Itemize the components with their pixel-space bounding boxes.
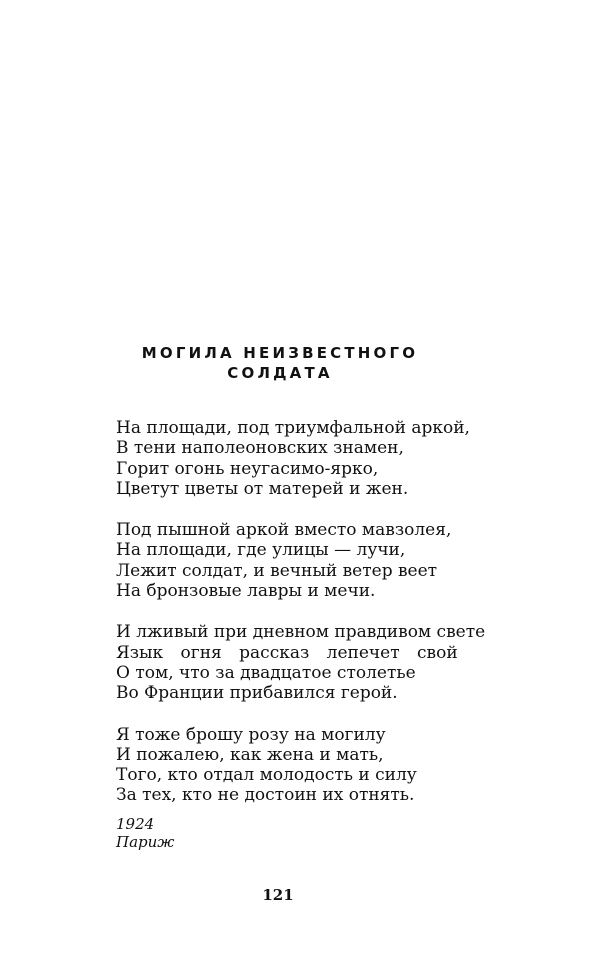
stanza [116, 725, 496, 806]
poem-line: Во Франции прибавился герой. [116, 683, 398, 704]
poem-title-line-2: СОЛДАТА [227, 364, 333, 382]
poem-body [116, 418, 496, 827]
poem-line: Лежит солдат, и вечный ветер веет [116, 560, 438, 581]
poem-line: В тени наполеоновских знамен, [116, 438, 404, 459]
dateline [116, 815, 174, 851]
poem-line: Под пышной аркой вместо мавзолея, [116, 520, 452, 541]
poem-line: И пожалею, как жена и мать, [116, 744, 384, 765]
date-place: Париж [116, 833, 175, 851]
poem-line: Язык огня рассказ лепечет свой [116, 642, 458, 663]
poem-line: Горит огонь неугасимо-ярко, [116, 458, 379, 479]
poem-line: На площади, где улицы — лучи, [116, 540, 406, 561]
poem-line: Того, кто отдал молодость и силу [116, 765, 417, 786]
stanza [116, 622, 496, 703]
poem-line: О том, что за двадцатое столетье [116, 662, 416, 683]
page-number: 121 [262, 886, 294, 904]
poem-line: И лживый при дневном правдивом свете [116, 622, 486, 643]
date-year: 1924 [116, 815, 155, 833]
poem-line: На бронзовые лавры и мечи. [116, 581, 376, 602]
stanza [116, 520, 496, 601]
poem-title-line-1: МОГИЛА НЕИЗВЕСТНОГО [141, 344, 419, 362]
poem-line: Я тоже брошу розу на могилу [116, 724, 386, 745]
stanza [116, 418, 496, 499]
poem-line: На площади, под триумфальной аркой, [116, 418, 470, 438]
poem-line: За тех, кто не достоин их отнять. [116, 785, 415, 806]
poem-line: Цветут цветы от матерей и жен. [116, 478, 409, 499]
